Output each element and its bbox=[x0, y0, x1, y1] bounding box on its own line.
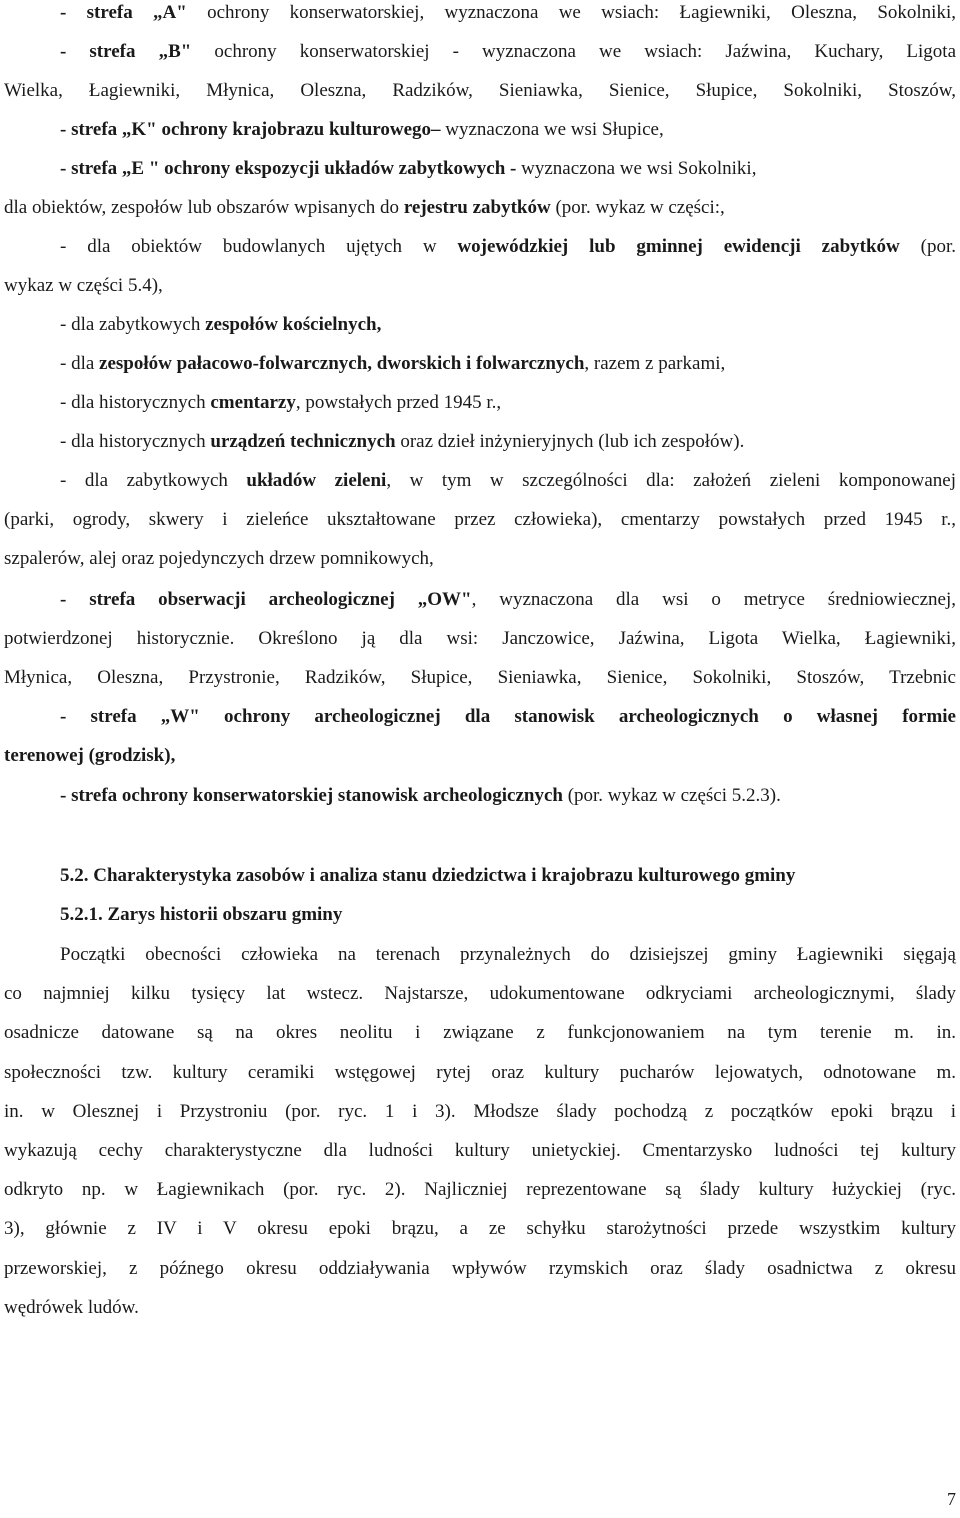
text: - dla bbox=[60, 353, 100, 374]
paragraph-line: Początki obecności człowieka na terenach przynależnych do dzisiejszej gminy Łagiewniki sięgają bbox=[60, 944, 956, 965]
text: - dla zabytkowych bbox=[60, 314, 206, 335]
zone-line bbox=[60, 313, 956, 337]
zone-line bbox=[60, 469, 956, 493]
zone-line bbox=[4, 744, 956, 768]
zone-line bbox=[60, 1, 956, 25]
page-number: 7 bbox=[947, 1489, 956, 1509]
bold-text: urządzeń technicznych bbox=[210, 431, 401, 452]
bold-text: - strefa „K" ochrony krajobrazu kulturowego– bbox=[60, 119, 446, 140]
zone-line bbox=[60, 157, 956, 181]
text: - dla zabytkowych bbox=[60, 470, 247, 491]
zone-line bbox=[4, 627, 956, 651]
paragraph-line: 3), głównie z IV i V okresu epoki brązu, a ze schyłku starożytności przede wszystkim kultury bbox=[4, 1218, 956, 1239]
bold-text: - strefa „E " ochrony ekspozycji układów zabytkowych - bbox=[60, 158, 522, 179]
text: ochrony konserwatorskiej, wyznaczona we wsiach: Łagiewniki, Oleszna, Sokolniki, bbox=[207, 2, 956, 23]
bold-text: - strefa „W" ochrony archeologicznej dla stanowisk archeologicznych o własnej formie bbox=[60, 706, 956, 727]
bold-text: - strefa „A" bbox=[60, 2, 208, 23]
paragraph-line: osadnicze datowane są na okres neolitu i związane z funkcjonowaniem na tym terenie m. in. bbox=[4, 1022, 956, 1043]
text: , wyznaczona dla wsi o metryce średniowiecznej, bbox=[471, 589, 956, 610]
zone-line bbox=[4, 79, 956, 103]
paragraph-line: wędrówek ludów. bbox=[4, 1297, 139, 1318]
zone-line bbox=[60, 40, 956, 64]
bold-text: - strefa obserwacji archeologicznej „OW" bbox=[60, 589, 472, 610]
text: Wielka, Łagiewniki, Młynica, Oleszna, Radzików, Sieniawka, Sienice, Słupice, Sokolniki, Stoszów, bbox=[4, 80, 956, 101]
text: (por. wykaz w części 5.2.3). bbox=[567, 785, 781, 806]
section-heading: 5.2. Charakterystyka zasobów i analiza stanu dziedzictwa i krajobrazu kulturowego gminy bbox=[60, 865, 796, 886]
text: (parki, ogrody, skwery i zieleńce ukształtowane przez człowieka), cmentarzy powstałych przed 1945 r., bbox=[4, 509, 956, 530]
text: wyznaczona we wsi Sokolniki, bbox=[521, 158, 757, 179]
zone-line bbox=[60, 705, 956, 729]
zone-line bbox=[4, 666, 956, 690]
zone-line bbox=[60, 235, 956, 259]
text: - dla historycznych bbox=[60, 431, 211, 452]
paragraph-line: przeworskiej, z późnego okresu oddziaływania wpływów rzymskich oraz ślady osadnictwa z okresu bbox=[4, 1258, 956, 1279]
bold-text: terenowej (grodzisk), bbox=[4, 745, 176, 766]
zone-line bbox=[60, 784, 956, 808]
text: potwierdzonej historycznie. Określono ją dla wsi: Janczowice, Jaźwina, Ligota Wielka, Łagiewniki, bbox=[4, 628, 956, 649]
bold-text: zespołów pałacowo-folwarcznych, dworskich i folwarcznych bbox=[99, 353, 585, 374]
text: (por. bbox=[920, 236, 956, 257]
text: Młynica, Oleszna, Przystronie, Radzików, Słupice, Sieniawka, Sienice, Sokolniki, Stoszów, Trzebnic bbox=[4, 667, 956, 688]
text: , w tym w szczególności dla: założeń zieleni komponowanej bbox=[386, 470, 956, 491]
paragraph-line: odkryto np. w Łagiewnikach (por. ryc. 2). Najliczniej reprezentowane są ślady kultury łużyckiej (ryc. bbox=[4, 1179, 956, 1200]
zone-line bbox=[60, 430, 956, 454]
zone-line bbox=[4, 547, 956, 571]
zone-line bbox=[60, 391, 956, 415]
paragraph-line: co najmniej kilku tysięcy lat wstecz. Najstarsze, udokumentowane odkryciami archeologicznymi, ślady bbox=[4, 983, 956, 1004]
bold-text: rejestru zabytków bbox=[403, 197, 556, 218]
text: , razem z parkami, bbox=[584, 353, 726, 374]
bold-text: cmentarzy bbox=[210, 392, 296, 413]
bold-text: wojewódzkiej lub gminnej ewidencji zabytków bbox=[457, 236, 921, 257]
text: dla obiektów, zespołów lub obszarów wpisanych do bbox=[4, 197, 404, 218]
zone-line bbox=[60, 352, 956, 376]
subsection-heading: 5.2.1. Zarys historii obszaru gminy bbox=[60, 904, 343, 925]
text: szpalerów, alej oraz pojedynczych drzew pomnikowych, bbox=[4, 548, 434, 569]
text: wyznaczona we wsi Słupice, bbox=[445, 119, 664, 140]
paragraph-line: społeczności tzw. kultury ceramiki wstęgowej rytej oraz kultury pucharów lejowatych, odnotowane m. bbox=[4, 1062, 956, 1083]
paragraph-line: wykazują cechy charakterystyczne dla ludności kultury unietyckiej. Cmentarzysko ludności tej kultury bbox=[4, 1140, 956, 1161]
text: ochrony konserwatorskiej - wyznaczona we wsiach: Jaźwina, Kuchary, Ligota bbox=[214, 41, 957, 62]
zone-line bbox=[4, 196, 956, 220]
text: oraz dzieł inżynieryjnych (lub ich zespołów). bbox=[400, 431, 745, 452]
text: - dla historycznych bbox=[60, 392, 211, 413]
bold-text: - strefa „B" bbox=[60, 41, 215, 62]
zone-line bbox=[4, 508, 956, 532]
text: (por. wykaz w części:, bbox=[555, 197, 725, 218]
zone-line bbox=[60, 588, 956, 612]
text: wykaz w części 5.4), bbox=[4, 275, 163, 296]
text: , powstałych przed 1945 r., bbox=[295, 392, 502, 413]
bold-text: zespołów kościelnych, bbox=[205, 314, 382, 335]
bold-text: układów zieleni bbox=[246, 470, 387, 491]
text: - dla obiektów budowlanych ujętych w bbox=[60, 236, 458, 257]
zone-line bbox=[4, 274, 956, 298]
bold-text: - strefa ochrony konserwatorskiej stanowisk archeologicznych bbox=[60, 785, 568, 806]
zone-line bbox=[60, 118, 956, 142]
paragraph-line: in. w Olesznej i Przystroniu (por. ryc. 1 i 3). Młodsze ślady pochodzą z początków epoki brązu i bbox=[4, 1101, 956, 1122]
